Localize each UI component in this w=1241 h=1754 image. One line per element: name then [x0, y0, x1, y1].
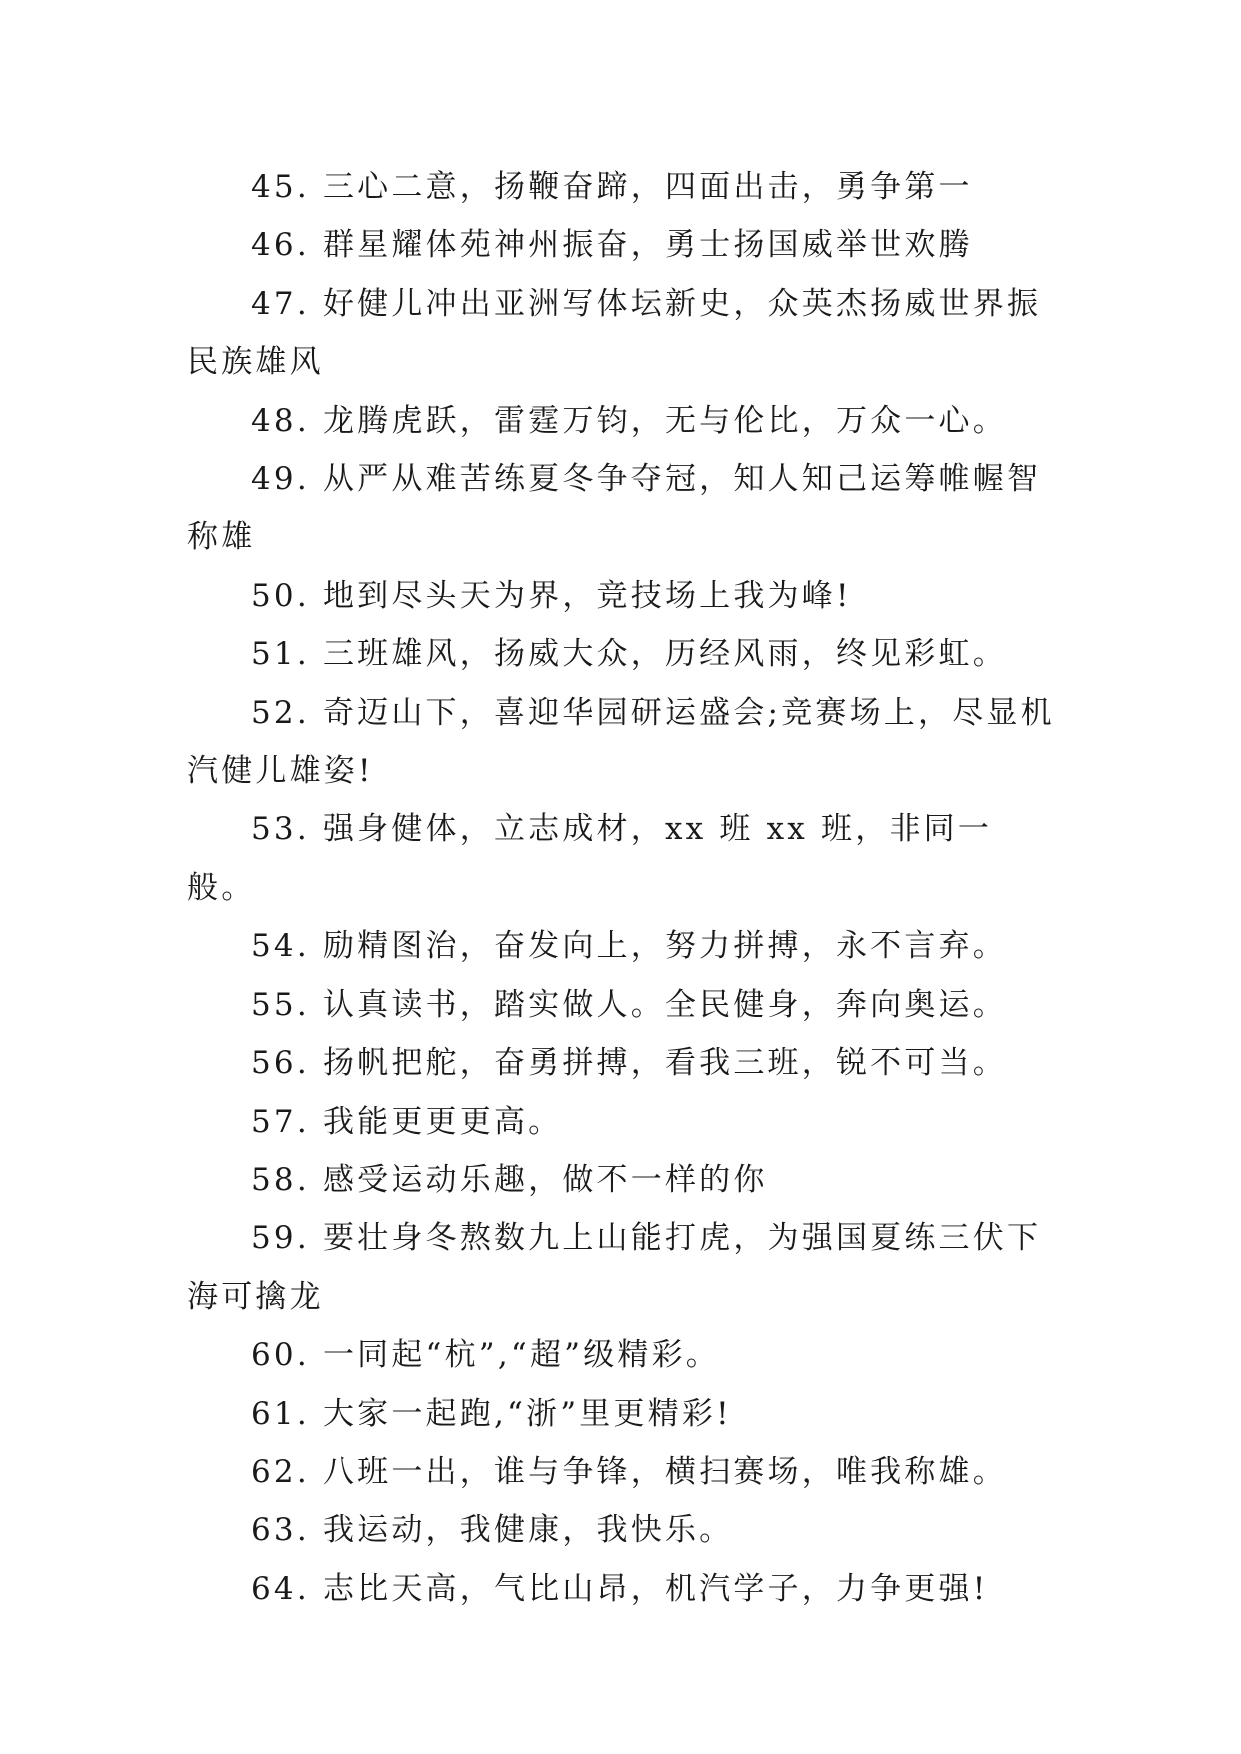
list-item: 48. 龙腾虎跃，雷霆万钧，无与伦比，万众一心。	[251, 402, 1007, 439]
list-item: 60. 一同起“杭”,“超”级精彩。	[251, 1337, 720, 1374]
list-item: 62. 八班一出，谁与争锋，横扫赛场，唯我称雄。	[251, 1453, 1007, 1490]
list-item: 53. 强身健体，立志成材，xx 班 xx 班，非同一般。	[187, 811, 993, 906]
list-item: 57. 我能更更更高。	[251, 1103, 563, 1140]
list-item: 54. 励精图治，奋发向上，努力拼搏，永不言弃。	[251, 928, 1007, 965]
list-item: 59. 要壮身冬熬数九上山能打虎，为强国夏练三伏下海可擒龙	[187, 1220, 1042, 1315]
list-item: 61. 大家一起跑,“浙”里更精彩!	[251, 1395, 732, 1432]
list-item: 47. 好健儿冲出亚洲写体坛新史，众英杰扬威世界振民族雄风	[187, 285, 1042, 381]
list-item: 56. 扬帆把舵，奋勇拼搏，看我三班，锐不可当。	[251, 1045, 1007, 1082]
list-item: 45. 三心二意，扬鞭奋蹄，四面出击，勇争第一	[251, 169, 973, 205]
list-item: 55. 认真读书，踏实做人。全民健身，奔向奥运。	[251, 986, 1007, 1023]
list-item: 63. 我运动，我健康，我快乐。	[251, 1512, 734, 1549]
list-item: 52. 奇迈山下，喜迎华园研运盛会;竞赛场上，尽显机汽健儿雄姿!	[187, 694, 1055, 790]
list-item: 51. 三班雄风，扬威大众，历经风雨，终见彩虹。	[251, 636, 1007, 673]
list-item: 58. 感受运动乐趣，做不一样的你	[251, 1161, 768, 1198]
list-item: 46. 群星耀体苑神州振奋，勇士扬国威举世欢腾	[251, 227, 973, 264]
list-item: 50. 地到尽头天为界，竞技场上我为峰!	[251, 577, 852, 614]
list-item: 49. 从严从难苦练夏冬争夺冠，知人知己运筹帷幄智称雄	[187, 461, 1042, 556]
list-item: 64. 志比天高，气比山昂，机汽学子，力争更强!	[251, 1570, 989, 1607]
slogan-list	[187, 158, 1057, 1618]
